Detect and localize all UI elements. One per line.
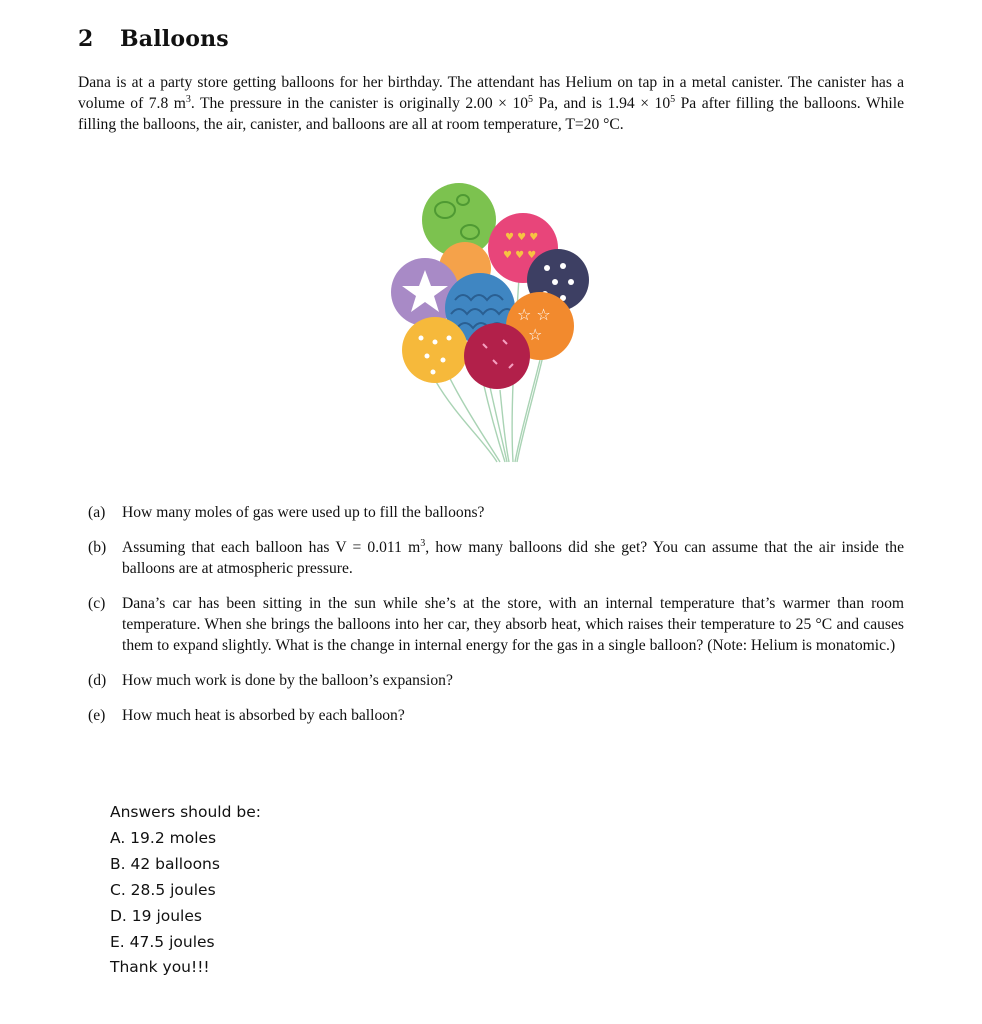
question-b-text-a: Assuming that each balloon has V = 0.011 m — [122, 539, 421, 556]
answer-item: C. 28.5 joules — [110, 880, 216, 899]
section-title: Balloons — [120, 26, 229, 52]
crimson-balloon — [464, 323, 530, 389]
svg-text:♥ ♥ ♥: ♥ ♥ ♥ — [505, 232, 539, 243]
question-list — [88, 502, 904, 740]
svg-text:☆: ☆ — [528, 325, 543, 344]
question-b-sup: 3 — [420, 537, 426, 549]
answers-header: Answers should be: — [110, 803, 261, 821]
section-number: 2 — [78, 26, 94, 52]
intro-text-3: Pa, and is 1.94 × 10 — [533, 95, 671, 112]
answer-item: D. 19 joules — [110, 906, 202, 925]
svg-text:☆ ☆: ☆ ☆ — [517, 305, 551, 324]
intro-paragraph — [78, 72, 904, 135]
question-c — [88, 593, 904, 656]
question-text: How much heat is absorbed by each balloon? — [122, 707, 405, 724]
question-e — [88, 705, 904, 726]
intro-sup-3: 5 — [670, 93, 676, 105]
question-b-text-b: , how many balloons did she get? You can assume that the air inside the balloons are at atmospheric pressure. — [122, 539, 904, 577]
question-text — [122, 537, 904, 579]
question-b — [88, 537, 904, 579]
answer-item: E. 47.5 joules — [110, 932, 215, 951]
question-label: (b) — [88, 539, 107, 556]
question-a — [88, 502, 904, 523]
section-heading — [78, 26, 229, 52]
question-label: (c) — [88, 595, 106, 612]
question-d — [88, 670, 904, 691]
question-text: How many moles of gas were used up to fill the balloons? — [122, 504, 485, 521]
question-label: (d) — [88, 672, 107, 689]
question-label: (a) — [88, 504, 106, 521]
intro-sup-1: 3 — [185, 93, 191, 105]
question-label: (e) — [88, 707, 106, 724]
answers-note — [110, 800, 261, 981]
balloons-svg — [385, 180, 595, 465]
intro-text-2: . The pressure in the canister is originally 2.00 × 10 — [190, 95, 529, 112]
intro-text-1: Dana is at a party store getting balloons for her birthday. The attendant has Helium on tap in a metal canister. The canister has a volume of 7.8 m — [78, 74, 904, 112]
question-text: How much work is done by the balloon’s expansion? — [122, 672, 453, 689]
answers-closing: Thank you!!! — [110, 958, 210, 977]
balloons-illustration — [385, 180, 595, 465]
intro-text-4: Pa after filling the balloons. While filling the balloons, the air, canister, and balloons are all at room temperature, T=20 °C. — [78, 95, 904, 133]
yellow-balloon — [402, 317, 468, 383]
answer-item: A. 19.2 moles — [110, 828, 217, 847]
svg-text:♥ ♥ ♥: ♥ ♥ ♥ — [503, 250, 537, 261]
intro-sup-2: 5 — [528, 93, 534, 105]
answer-item: B. 42 balloons — [110, 854, 220, 873]
question-text: Dana’s car has been sitting in the sun while she’s at the store, with an internal temperature that’s warmer than room temperature. When she brings the balloons into her car, they absorb heat, which raises their temperature to 25 °C and causes them to expand slightly. What is the change in internal energy for the gas in a single balloon? (Note: Helium is monatomic.) — [122, 595, 904, 654]
